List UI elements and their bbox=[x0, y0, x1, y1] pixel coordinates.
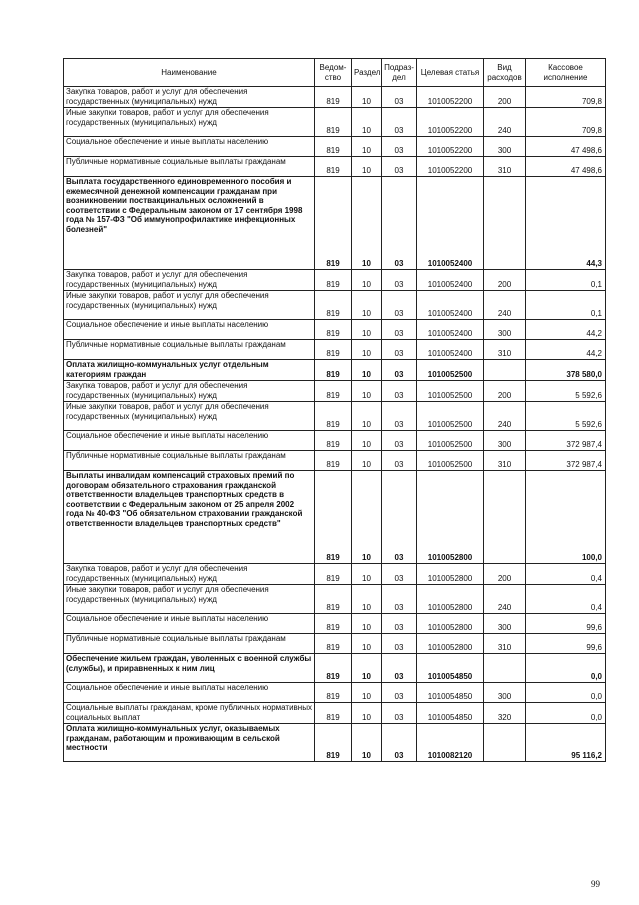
row-razdel: 10 bbox=[352, 177, 382, 270]
row-name: Закупка товаров, работ и услуг для обеспечения государственных (муниципальных) нужд bbox=[64, 564, 315, 585]
header-name: Наименование bbox=[64, 59, 315, 87]
header-kassovoe-ispolnenie: Кассовое исполнение bbox=[526, 59, 606, 87]
row-kassovoe-ispolnenie: 95 116,2 bbox=[526, 724, 606, 762]
row-kassovoe-ispolnenie: 709,8 bbox=[526, 108, 606, 137]
row-celevaya-statya: 1010052800 bbox=[417, 614, 484, 634]
row-razdel: 10 bbox=[352, 564, 382, 585]
row-vid-rashodov: 300 bbox=[484, 614, 526, 634]
row-vedomstvo: 819 bbox=[315, 87, 352, 108]
row-kassovoe-ispolnenie: 0,0 bbox=[526, 683, 606, 703]
row-podrazdel: 03 bbox=[382, 683, 417, 703]
row-razdel: 10 bbox=[352, 291, 382, 320]
row-vid-rashodov: 200 bbox=[484, 87, 526, 108]
row-celevaya-statya: 1010052200 bbox=[417, 87, 484, 108]
row-razdel: 10 bbox=[352, 451, 382, 471]
row-celevaya-statya: 1010054850 bbox=[417, 703, 484, 724]
row-podrazdel: 03 bbox=[382, 291, 417, 320]
row-kassovoe-ispolnenie: 99,6 bbox=[526, 614, 606, 634]
row-razdel: 10 bbox=[352, 320, 382, 340]
row-celevaya-statya: 1010052400 bbox=[417, 320, 484, 340]
row-vid-rashodov: 320 bbox=[484, 703, 526, 724]
row-razdel: 10 bbox=[352, 471, 382, 564]
row-celevaya-statya: 1010054850 bbox=[417, 654, 484, 683]
row-vedomstvo: 819 bbox=[315, 177, 352, 270]
row-name: Выплаты инвалидам компенсаций страховых премий по договорам обязательного страхования гражданской ответственности владельцев транспортных средств в соответствии с Федеральным законом от 25 апреля 2002 года № 40-ФЗ "Об обязательном страховании гражданской ответственности владельцев транспортных средств" bbox=[64, 471, 315, 564]
row-vedomstvo: 819 bbox=[315, 270, 352, 291]
table-row bbox=[64, 157, 606, 177]
row-razdel: 10 bbox=[352, 703, 382, 724]
row-kassovoe-ispolnenie: 44,2 bbox=[526, 320, 606, 340]
row-kassovoe-ispolnenie: 0,0 bbox=[526, 654, 606, 683]
row-vedomstvo: 819 bbox=[315, 585, 352, 614]
row-kassovoe-ispolnenie: 44,2 bbox=[526, 340, 606, 360]
row-razdel: 10 bbox=[352, 381, 382, 402]
row-razdel: 10 bbox=[352, 157, 382, 177]
table-row bbox=[64, 585, 606, 614]
row-name: Публичные нормативные социальные выплаты гражданам bbox=[64, 451, 315, 471]
row-vedomstvo: 819 bbox=[315, 360, 352, 381]
row-vid-rashodov: 300 bbox=[484, 137, 526, 157]
table-row bbox=[64, 703, 606, 724]
row-razdel: 10 bbox=[352, 585, 382, 614]
row-vedomstvo: 819 bbox=[315, 108, 352, 137]
row-razdel: 10 bbox=[352, 87, 382, 108]
table-row bbox=[64, 614, 606, 634]
page-number: 99 bbox=[591, 879, 600, 889]
row-kassovoe-ispolnenie: 0,1 bbox=[526, 291, 606, 320]
row-razdel: 10 bbox=[352, 614, 382, 634]
row-celevaya-statya: 1010052400 bbox=[417, 340, 484, 360]
row-celevaya-statya: 1010052500 bbox=[417, 451, 484, 471]
row-vedomstvo: 819 bbox=[315, 291, 352, 320]
row-podrazdel: 03 bbox=[382, 614, 417, 634]
table-row bbox=[64, 724, 606, 762]
row-vid-rashodov bbox=[484, 471, 526, 564]
row-vid-rashodov: 240 bbox=[484, 291, 526, 320]
table-row bbox=[64, 291, 606, 320]
table-row bbox=[64, 683, 606, 703]
row-celevaya-statya: 1010052200 bbox=[417, 157, 484, 177]
row-vedomstvo: 819 bbox=[315, 683, 352, 703]
row-name: Публичные нормативные социальные выплаты гражданам bbox=[64, 157, 315, 177]
row-vid-rashodov: 200 bbox=[484, 270, 526, 291]
row-vid-rashodov bbox=[484, 177, 526, 270]
row-name: Социальное обеспечение и иные выплаты населению bbox=[64, 614, 315, 634]
row-podrazdel: 03 bbox=[382, 724, 417, 762]
row-vedomstvo: 819 bbox=[315, 724, 352, 762]
table-row bbox=[64, 402, 606, 431]
row-name: Обеспечение жильем граждан, уволенных с военной службы (службы), и приравненных к ним лиц bbox=[64, 654, 315, 683]
row-podrazdel: 03 bbox=[382, 157, 417, 177]
row-razdel: 10 bbox=[352, 683, 382, 703]
row-celevaya-statya: 1010082120 bbox=[417, 724, 484, 762]
row-name: Оплата жилищно-коммунальных услуг, оказываемых гражданам, работающим и проживающим в сельской местности bbox=[64, 724, 315, 762]
row-kassovoe-ispolnenie: 5 592,6 bbox=[526, 381, 606, 402]
header-celevaya-statya: Целевая статья bbox=[417, 59, 484, 87]
table-row bbox=[64, 564, 606, 585]
row-vedomstvo: 819 bbox=[315, 431, 352, 451]
row-vid-rashodov: 240 bbox=[484, 402, 526, 431]
row-podrazdel: 03 bbox=[382, 431, 417, 451]
row-podrazdel: 03 bbox=[382, 87, 417, 108]
row-kassovoe-ispolnenie: 372 987,4 bbox=[526, 431, 606, 451]
row-podrazdel: 03 bbox=[382, 402, 417, 431]
row-podrazdel: 03 bbox=[382, 471, 417, 564]
row-podrazdel: 03 bbox=[382, 634, 417, 654]
row-celevaya-statya: 1010052800 bbox=[417, 471, 484, 564]
table-row bbox=[64, 87, 606, 108]
row-podrazdel: 03 bbox=[382, 137, 417, 157]
row-vedomstvo: 819 bbox=[315, 654, 352, 683]
row-podrazdel: 03 bbox=[382, 703, 417, 724]
row-name: Закупка товаров, работ и услуг для обеспечения государственных (муниципальных) нужд bbox=[64, 270, 315, 291]
row-kassovoe-ispolnenie: 709,8 bbox=[526, 87, 606, 108]
row-razdel: 10 bbox=[352, 402, 382, 431]
table-row bbox=[64, 270, 606, 291]
row-podrazdel: 03 bbox=[382, 177, 417, 270]
row-celevaya-statya: 1010052200 bbox=[417, 108, 484, 137]
table-row bbox=[64, 108, 606, 137]
row-vid-rashodov: 200 bbox=[484, 381, 526, 402]
header-razdel: Раздел bbox=[352, 59, 382, 87]
row-podrazdel: 03 bbox=[382, 654, 417, 683]
row-vid-rashodov: 200 bbox=[484, 564, 526, 585]
row-celevaya-statya: 1010052400 bbox=[417, 177, 484, 270]
row-vid-rashodov: 300 bbox=[484, 683, 526, 703]
row-name: Социальное обеспечение и иные выплаты населению bbox=[64, 431, 315, 451]
row-name: Социальное обеспечение и иные выплаты населению bbox=[64, 320, 315, 340]
row-vedomstvo: 819 bbox=[315, 381, 352, 402]
row-celevaya-statya: 1010052500 bbox=[417, 381, 484, 402]
row-vedomstvo: 819 bbox=[315, 157, 352, 177]
row-vedomstvo: 819 bbox=[315, 402, 352, 431]
row-name: Иные закупки товаров, работ и услуг для обеспечения государственных (муниципальных) нужд bbox=[64, 291, 315, 320]
row-vedomstvo: 819 bbox=[315, 340, 352, 360]
row-name: Выплата государственного единовременного пособия и ежемесячной денежной компенсации гражданам при возникновении поствакцинальных осложнений в соответствии с Федеральным законом от 17 сентября 1998 года № 157-ФЗ "Об иммунопрофилактике инфекционных болезней" bbox=[64, 177, 315, 270]
row-podrazdel: 03 bbox=[382, 381, 417, 402]
row-vid-rashodov: 310 bbox=[484, 157, 526, 177]
row-celevaya-statya: 1010052500 bbox=[417, 402, 484, 431]
row-razdel: 10 bbox=[352, 340, 382, 360]
row-kassovoe-ispolnenie: 44,3 bbox=[526, 177, 606, 270]
table-row bbox=[64, 654, 606, 683]
row-razdel: 10 bbox=[352, 724, 382, 762]
row-name: Публичные нормативные социальные выплаты гражданам bbox=[64, 634, 315, 654]
row-podrazdel: 03 bbox=[382, 108, 417, 137]
row-celevaya-statya: 1010052800 bbox=[417, 585, 484, 614]
row-vedomstvo: 819 bbox=[315, 320, 352, 340]
budget-table bbox=[63, 58, 606, 762]
row-vedomstvo: 819 bbox=[315, 703, 352, 724]
row-podrazdel: 03 bbox=[382, 340, 417, 360]
row-razdel: 10 bbox=[352, 654, 382, 683]
table-header-row bbox=[64, 59, 606, 87]
row-name: Иные закупки товаров, работ и услуг для обеспечения государственных (муниципальных) нужд bbox=[64, 402, 315, 431]
row-vedomstvo: 819 bbox=[315, 634, 352, 654]
table-row bbox=[64, 634, 606, 654]
table-row bbox=[64, 340, 606, 360]
row-celevaya-statya: 1010052500 bbox=[417, 431, 484, 451]
row-kassovoe-ispolnenie: 47 498,6 bbox=[526, 137, 606, 157]
row-vid-rashodov: 300 bbox=[484, 431, 526, 451]
row-name: Иные закупки товаров, работ и услуг для обеспечения государственных (муниципальных) нужд bbox=[64, 108, 315, 137]
row-celevaya-statya: 1010052800 bbox=[417, 634, 484, 654]
row-vid-rashodov: 240 bbox=[484, 585, 526, 614]
table-row bbox=[64, 177, 606, 270]
table-row bbox=[64, 360, 606, 381]
row-podrazdel: 03 bbox=[382, 585, 417, 614]
row-vid-rashodov: 310 bbox=[484, 634, 526, 654]
row-name: Социальное обеспечение и иные выплаты населению bbox=[64, 683, 315, 703]
row-kassovoe-ispolnenie: 372 987,4 bbox=[526, 451, 606, 471]
row-kassovoe-ispolnenie: 0,4 bbox=[526, 585, 606, 614]
row-vid-rashodov: 310 bbox=[484, 340, 526, 360]
row-razdel: 10 bbox=[352, 634, 382, 654]
row-razdel: 10 bbox=[352, 360, 382, 381]
row-podrazdel: 03 bbox=[382, 270, 417, 291]
row-razdel: 10 bbox=[352, 108, 382, 137]
row-kassovoe-ispolnenie: 378 580,0 bbox=[526, 360, 606, 381]
row-vedomstvo: 819 bbox=[315, 564, 352, 585]
row-name: Социальные выплаты гражданам, кроме публичных нормативных социальных выплат bbox=[64, 703, 315, 724]
row-podrazdel: 03 bbox=[382, 564, 417, 585]
row-vid-rashodov bbox=[484, 724, 526, 762]
row-name: Иные закупки товаров, работ и услуг для обеспечения государственных (муниципальных) нужд bbox=[64, 585, 315, 614]
row-kassovoe-ispolnenie: 0,1 bbox=[526, 270, 606, 291]
header-podrazdel: Подраз-дел bbox=[382, 59, 417, 87]
row-name: Публичные нормативные социальные выплаты гражданам bbox=[64, 340, 315, 360]
row-razdel: 10 bbox=[352, 270, 382, 291]
row-vedomstvo: 819 bbox=[315, 614, 352, 634]
row-kassovoe-ispolnenie: 99,6 bbox=[526, 634, 606, 654]
row-celevaya-statya: 1010052400 bbox=[417, 270, 484, 291]
row-razdel: 10 bbox=[352, 137, 382, 157]
row-vedomstvo: 819 bbox=[315, 451, 352, 471]
row-razdel: 10 bbox=[352, 431, 382, 451]
row-celevaya-statya: 1010054850 bbox=[417, 683, 484, 703]
table-row bbox=[64, 137, 606, 157]
row-name: Закупка товаров, работ и услуг для обеспечения государственных (муниципальных) нужд bbox=[64, 381, 315, 402]
table-row bbox=[64, 471, 606, 564]
table-body bbox=[64, 87, 606, 762]
row-kassovoe-ispolnenie: 5 592,6 bbox=[526, 402, 606, 431]
row-vedomstvo: 819 bbox=[315, 471, 352, 564]
row-vid-rashodov: 300 bbox=[484, 320, 526, 340]
row-vid-rashodov: 240 bbox=[484, 108, 526, 137]
row-vedomstvo: 819 bbox=[315, 137, 352, 157]
row-celevaya-statya: 1010052500 bbox=[417, 360, 484, 381]
row-vid-rashodov bbox=[484, 654, 526, 683]
table-row bbox=[64, 431, 606, 451]
row-kassovoe-ispolnenie: 47 498,6 bbox=[526, 157, 606, 177]
header-vid-rashodov: Вид расходов bbox=[484, 59, 526, 87]
row-name: Закупка товаров, работ и услуг для обеспечения государственных (муниципальных) нужд bbox=[64, 87, 315, 108]
row-celevaya-statya: 1010052400 bbox=[417, 291, 484, 320]
row-celevaya-statya: 1010052200 bbox=[417, 137, 484, 157]
row-podrazdel: 03 bbox=[382, 360, 417, 381]
row-vid-rashodov bbox=[484, 360, 526, 381]
row-vid-rashodov: 310 bbox=[484, 451, 526, 471]
row-podrazdel: 03 bbox=[382, 320, 417, 340]
row-name: Социальное обеспечение и иные выплаты населению bbox=[64, 137, 315, 157]
row-kassovoe-ispolnenie: 0,0 bbox=[526, 703, 606, 724]
row-podrazdel: 03 bbox=[382, 451, 417, 471]
row-name: Оплата жилищно-коммунальных услуг отдельным категориям граждан bbox=[64, 360, 315, 381]
row-kassovoe-ispolnenie: 100,0 bbox=[526, 471, 606, 564]
table-row bbox=[64, 320, 606, 340]
table-row bbox=[64, 381, 606, 402]
header-vedomstvo: Ведом-ство bbox=[315, 59, 352, 87]
row-kassovoe-ispolnenie: 0,4 bbox=[526, 564, 606, 585]
table-row bbox=[64, 451, 606, 471]
row-celevaya-statya: 1010052800 bbox=[417, 564, 484, 585]
